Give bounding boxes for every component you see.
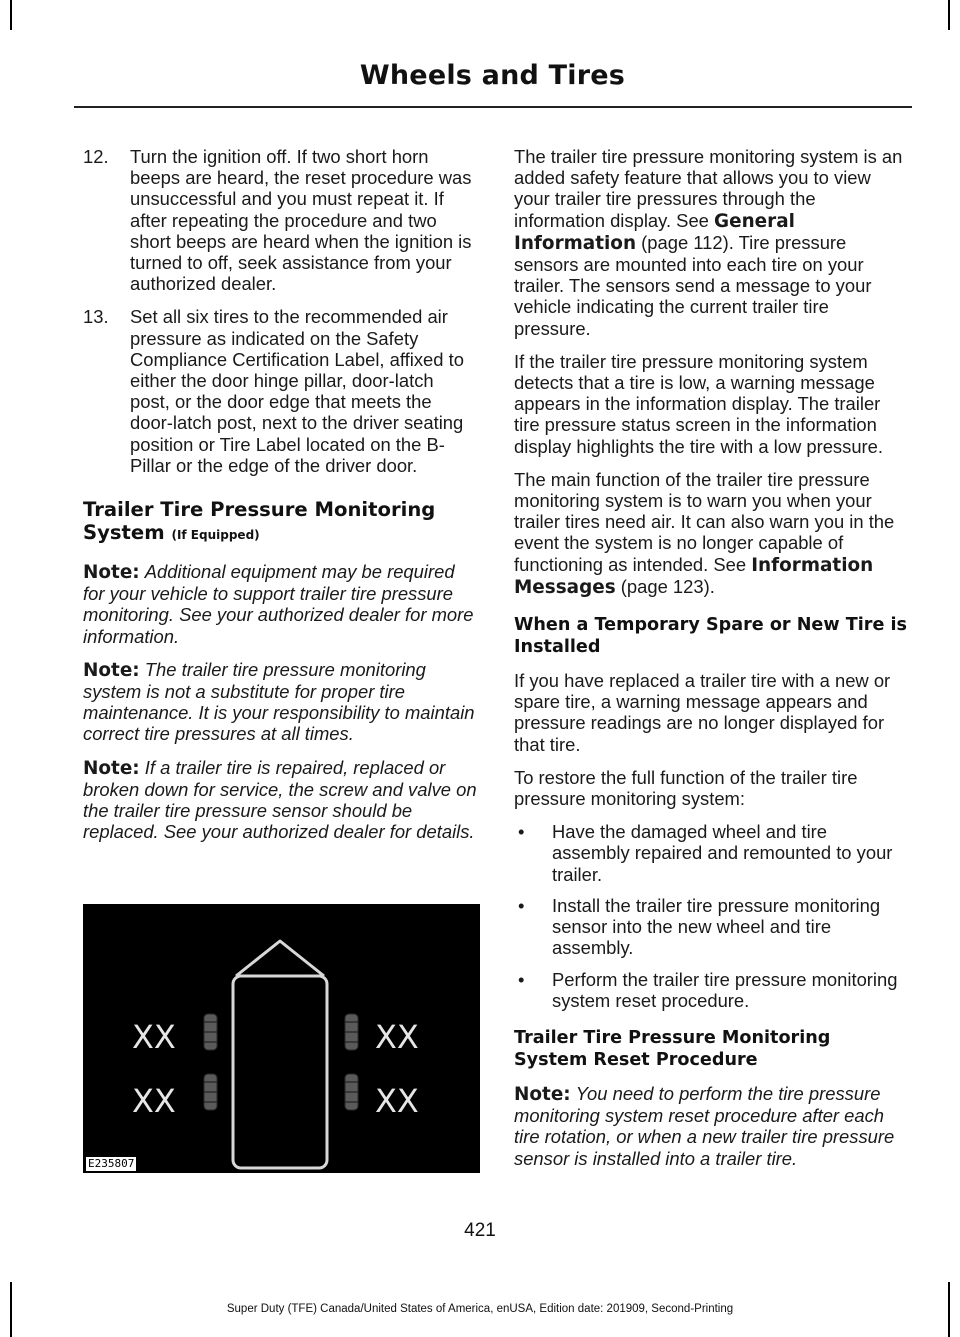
pressure-readout-rear-left: XX [132, 1082, 176, 1120]
note-additional-equipment [83, 561, 477, 647]
trailer-diagram-icon [83, 904, 480, 1173]
subheading-reset-procedure: Trailer Tire Pressure Monitoring System Reset Procedure [514, 1027, 831, 1070]
pressure-readout-front-left: XX [132, 1018, 176, 1056]
right-column [514, 146, 908, 1181]
step-text: Turn the ignition off. If two short horn beeps are heard, the reset procedure was unsuccessful and you must repeat it. If after repeating the procedure and two short beeps are heard when the ignition is turned to off, seek assistance from your authorized dealer. [130, 146, 472, 295]
note-not-substitute [83, 659, 477, 745]
intro-text-after: Tire pressure sensors are mounted into each tire on your trailer. The sensors send a message to your vehicle indicating the current trailer tire pressure. [514, 231, 872, 339]
trailer-body-outline [233, 976, 327, 1168]
crop-mark-top-right [948, 0, 950, 30]
trailer-tongue-outline [236, 941, 324, 976]
step-number: 12. [83, 146, 109, 167]
pressure-readout-rear-right: XX [375, 1082, 419, 1120]
figure-id-label: E235807 [88, 1157, 135, 1170]
page-footer: Super Duty (TFE) Canada/United States of America, enUSA, Edition date: 201909, Second-Printing [226, 1303, 734, 1315]
note-reset-procedure [514, 1083, 908, 1169]
header-rule [74, 106, 912, 108]
section-heading-text: Trailer Tire Pressure Monitoring System [83, 498, 436, 545]
step-text: Set all six tires to the recommended air pressure as indicated on the Safety Compliance Certification Label, affixed to either the door hinge pillar, door-latch post, or the door edge that meets the door-latch post, next to the driver seating position or Tire Label located on the B-Pillar or the edge of the driver door. [130, 306, 464, 476]
restore-paragraph: To restore the full function of the trailer tire pressure monitoring system: [514, 766, 858, 810]
note-label: Note: [83, 562, 140, 584]
list-item [514, 895, 908, 959]
xref-general-information[interactable]: General Information [514, 210, 795, 254]
note-label: Note: [83, 659, 140, 681]
section-heading [83, 498, 477, 547]
note-sensor-replace [83, 757, 477, 843]
pressure-readout-front-right: XX [375, 1018, 419, 1056]
main-function-text: The main function of the trailer tire pressure monitoring system is to warn you when your trailer tires need air. It can also warn you in the event the system is no longer capable of functioning as intended. See [514, 468, 895, 575]
list-item-text: Perform the trailer tire pressure monitoring system reset procedure. [552, 968, 898, 1011]
if-equipped-label: (If Equipped) [171, 528, 260, 543]
note-label: Note: [83, 757, 140, 779]
bullet-symbol: • [518, 968, 525, 990]
step-number: 13. [83, 306, 109, 328]
left-column [83, 146, 477, 854]
list-item-text: Install the trailer tire pressure monitoring sensor into the new wheel and tire assembly. [552, 894, 881, 959]
intro-paragraph [514, 146, 908, 339]
xref-information-messages[interactable]: Information Messages [514, 554, 874, 598]
bullet-symbol: • [518, 821, 525, 843]
list-item-text: Have the damaged wheel and tire assembly repaired and remounted to your trailer. [552, 821, 893, 885]
bullet-symbol: • [518, 894, 525, 916]
note-text: You need to perform the tire pressure monitoring system reset procedure after each tire rotation, or when a new trailer tire pressure sensor is installed into a trailer tire. [514, 1082, 895, 1169]
subheading-spare-tire: When a Temporary Spare or New Tire is Installed [514, 615, 908, 658]
main-function-paragraph [514, 469, 908, 598]
crop-mark-top-left [10, 0, 12, 30]
step-13 [83, 306, 477, 476]
intro-text: The trailer tire pressure monitoring system is an added safety feature that allows you to view your trailer tire pressures through the information display. See [514, 146, 903, 231]
replaced-tire-paragraph: If you have replaced a trailer tire with a new or spare tire, a warning message appears and pressure readings are no longer displayed for that tire. [514, 670, 891, 755]
note-text: If a trailer tire is repaired, replaced or broken down for service, the screw and valve on the trailer tire pressure sensor should be replaced. See your authorized dealer for details. [83, 756, 477, 843]
note-text: The trailer tire pressure monitoring system is not a substitute for proper tire maintenance. It is your responsibility to maintain correct tire pressures at all times. [83, 658, 475, 745]
low-tire-paragraph: If the trailer tire pressure monitoring system detects that a tire is low, a warning message appears in the information display. The trailer tire pressure status screen in the information display highlights the tire with a low pressure. [514, 350, 884, 457]
xref-page: (page 112). [636, 231, 734, 253]
list-item [514, 821, 908, 885]
page-number: 421 [464, 1220, 496, 1241]
step-12 [83, 146, 477, 294]
list-item [514, 969, 908, 1011]
note-label: Note: [514, 1083, 571, 1105]
xref-page: (page 123). [615, 575, 715, 597]
note-text: Additional equipment may be required for your vehicle to support trailer tire pressure monitoring. See your authorized dealer for more information. [83, 561, 474, 647]
trailer-tire-pressure-figure [83, 904, 480, 1173]
page-header-title: Wheels and Tires [359, 60, 625, 91]
